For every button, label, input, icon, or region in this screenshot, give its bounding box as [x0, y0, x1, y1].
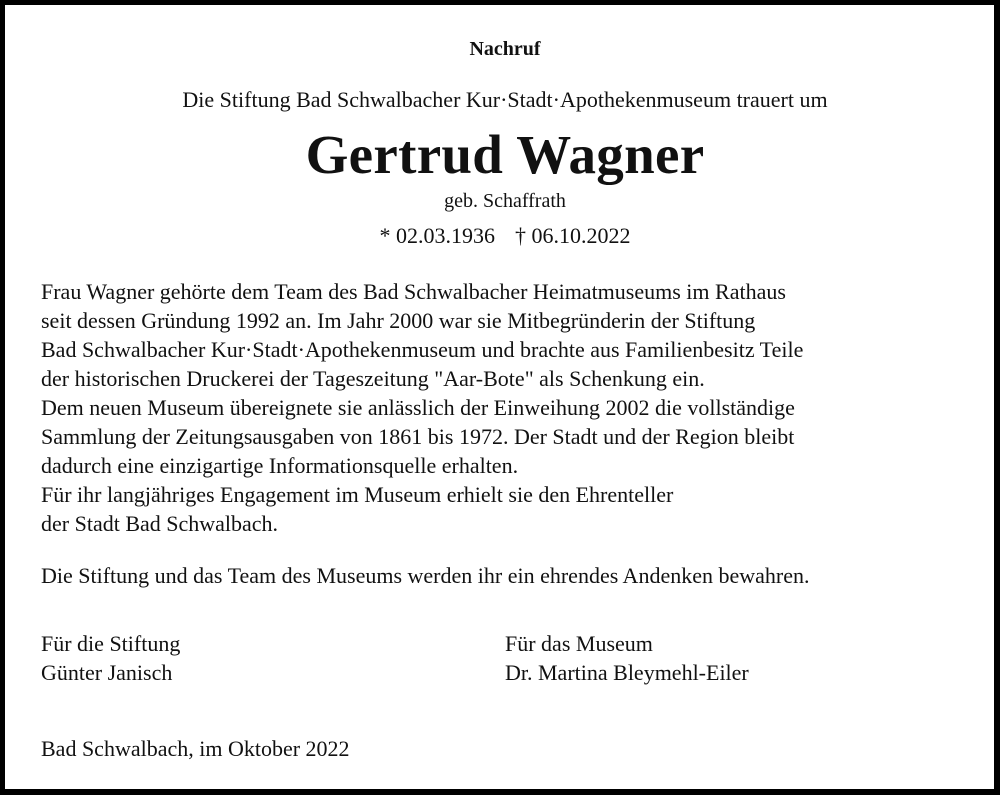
- body-paragraph: [41, 277, 803, 538]
- body-line: Für ihr langjähriges Engagement im Museum erhielt sie den Ehrenteller: [41, 482, 674, 507]
- closing-sentence: Die Stiftung und das Team des Museums werden ihr ein ehrendes Andenken bewahren.: [41, 563, 810, 588]
- signature-role: Für das Museum: [505, 631, 653, 656]
- body-line: der Stadt Bad Schwalbach.: [41, 511, 279, 536]
- signature-name: Günter Janisch: [41, 660, 173, 685]
- body-line: der historischen Druckerei der Tageszeitung "Aar-Bote" als Schenkung ein.: [41, 366, 705, 391]
- body-line: Frau Wagner gehörte dem Team des Bad Schwalbacher Heimatmuseums im Rathaus: [41, 279, 786, 304]
- signature-name: Dr. Martina Bleymehl-Eiler: [505, 660, 749, 685]
- body-line: Dem neuen Museum übereignete sie anlässlich der Einweihung 2002 die vollständige: [41, 395, 795, 420]
- death-date: † 06.10.2022: [515, 223, 631, 248]
- body-line: Sammlung der Zeitungsausgaben von 1861 bis 1972. Der Stadt und der Region bleibt: [41, 424, 795, 449]
- body-line: seit dessen Gründung 1992 an. Im Jahr 2000 war sie Mitbegründerin der Stiftung: [41, 308, 756, 333]
- body-line: Bad Schwalbacher Kur·Stadt·Apothekenmuseum und brachte aus Familienbesitz Teile: [41, 337, 804, 362]
- body-line: dadurch eine einzigartige Informationsquelle erhalten.: [41, 453, 519, 478]
- notice-heading: Nachruf: [469, 38, 541, 60]
- intro-line: Die Stiftung Bad Schwalbacher Kur·Stadt·Apothekenmuseum trauert um: [182, 87, 828, 112]
- place-and-date: Bad Schwalbach, im Oktober 2022: [41, 736, 350, 761]
- signature-foundation: [41, 629, 180, 687]
- signature-role: Für die Stiftung: [41, 631, 181, 656]
- life-dates: [5, 225, 1000, 247]
- deceased-name: Gertrud Wagner: [305, 124, 705, 185]
- maiden-name: geb. Schaffrath: [444, 190, 566, 212]
- birth-date: * 02.03.1936: [379, 223, 495, 248]
- signature-museum: [505, 629, 749, 687]
